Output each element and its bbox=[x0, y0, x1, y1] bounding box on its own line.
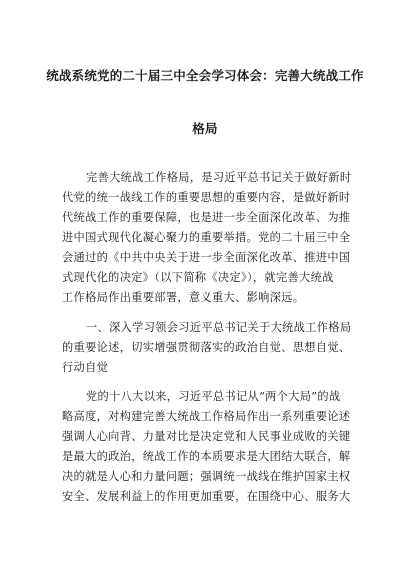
paragraph-line: 代党的统一战线工作的重要思想的重要内容，是做好新时 bbox=[62, 191, 351, 204]
paragraph-line: 强调人心向背、力量对比是决定党和人民事业成败的关键 bbox=[62, 430, 351, 443]
section-heading-line: 的重要论述，切实增强贯彻落实的政治自觉、思想自觉、 bbox=[62, 341, 351, 354]
section-heading-line: 一、深入学习领会习近平总书记关于大统战工作格局 bbox=[86, 321, 352, 334]
paragraph-line: 安全、发展利益上的作用更加重要，在围绕中心、服务大 bbox=[62, 490, 351, 503]
paragraph-line: 代统战工作的重要保障，也是进一步全面深化改革、为推 bbox=[62, 211, 351, 224]
document-title-line-1: 统战系统党的二十届三中全会学习体会：完善大统战工作 bbox=[46, 68, 364, 83]
paragraph-line: 进中国式现代化凝心聚力的重要举措。党的二十届三中全 bbox=[62, 231, 351, 244]
paragraph-line: 会通过的《中共中央关于进一步全面深化改革、推进中国 bbox=[62, 251, 351, 264]
paragraph-line: 决的就是人心和力量问题；强调统一战线在维护国家主权 bbox=[62, 470, 351, 483]
paragraph-line: 工作格局作出重要部署，意义重大、影响深远。 bbox=[62, 291, 305, 304]
document-title-line-2: 格局 bbox=[192, 121, 218, 136]
paragraph-line: 党的十八大以来，习近平总书记从“两个大局”的战 bbox=[86, 390, 341, 403]
paragraph-line: 略高度，对构建完善大统战工作格局作出一系列重要论述 bbox=[62, 410, 351, 423]
paragraph-line: 是最大的政治，统战工作的本质要求是大团结大联合，解 bbox=[62, 450, 351, 463]
paragraph-line: 完善大统战工作格局，是习近平总书记关于做好新时 bbox=[86, 171, 352, 184]
section-heading-line: 行动自觉 bbox=[62, 361, 109, 374]
paragraph-line: 式现代化的决定》（以下简称《决定》），就完善大统战 bbox=[62, 271, 334, 284]
